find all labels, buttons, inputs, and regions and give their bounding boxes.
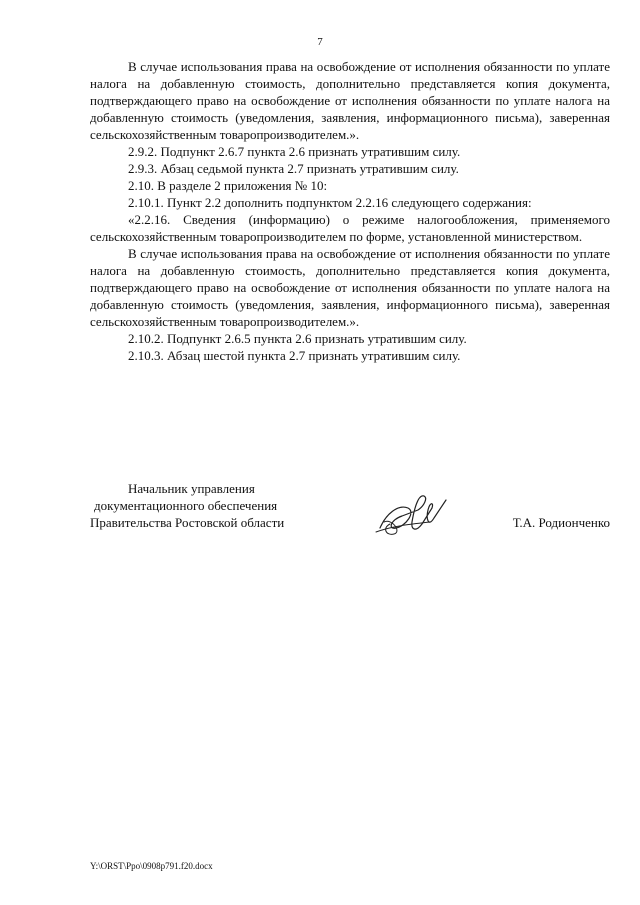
document-body (90, 58, 610, 364)
paragraph-2-9-2: 2.9.2. Подпункт 2.6.7 пункта 2.6 признать утратившим силу. (128, 144, 461, 159)
paragraph-vat-exemption-2: В случае использования права на освобождение от исполнения обязанности по уплате налога на добавленную стоимость, дополнительно представляется копия документа, подтверждающего право на освобождение от исполнения обязанности по уплате налога на добавленную стоимость (уведомления, заявления, информационного письма), заверенная сельскохозяйственным товаропроизводителем.». (90, 246, 610, 329)
paragraph-2-10-3: 2.10.3. Абзац шестой пункта 2.7 признать утратившим силу. (128, 348, 461, 363)
signer-title-line-2: документационного обеспечения (94, 498, 278, 513)
signer-title-line-3: Правительства Ростовской области (90, 515, 285, 530)
paragraph-vat-exemption-1: В случае использования права на освобождение от исполнения обязанности по уплате налога на добавленную стоимость, дополнительно представляется копия документа, подтверждающего право на освобождение от исполнения обязанности по уплате налога на добавленную стоимость (уведомления, заявления, информационного письма), заверенная сельскохозяйственным товаропроизводителем.». (90, 59, 610, 142)
paragraph-2-10-2: 2.10.2. Подпункт 2.6.5 пункта 2.6 признать утратившим силу. (128, 331, 467, 346)
signer-name: Т.А. Родионченко (512, 515, 610, 530)
paragraph-2-10: 2.10. В разделе 2 приложения № 10: (128, 178, 328, 193)
page-number: 7 (317, 36, 323, 48)
paragraph-2-2-16: «2.2.16. Сведения (информацию) о режиме налогообложения, применяемого сельскохозяйственным товаропроизводителем по форме, установленной министерством. (90, 212, 610, 244)
handwritten-signature (372, 488, 462, 540)
paragraph-2-9-3: 2.9.3. Абзац седьмой пункта 2.7 признать утратившим силу. (128, 161, 459, 176)
footer-file-path: Y:\ORST\Ppo\0908p791.f20.docx (90, 861, 213, 871)
signature-block (90, 480, 610, 550)
paragraph-2-10-1: 2.10.1. Пункт 2.2 дополнить подпунктом 2.2.16 следующего содержания: (128, 195, 532, 210)
signer-title-line-1: Начальник управления (128, 481, 255, 496)
